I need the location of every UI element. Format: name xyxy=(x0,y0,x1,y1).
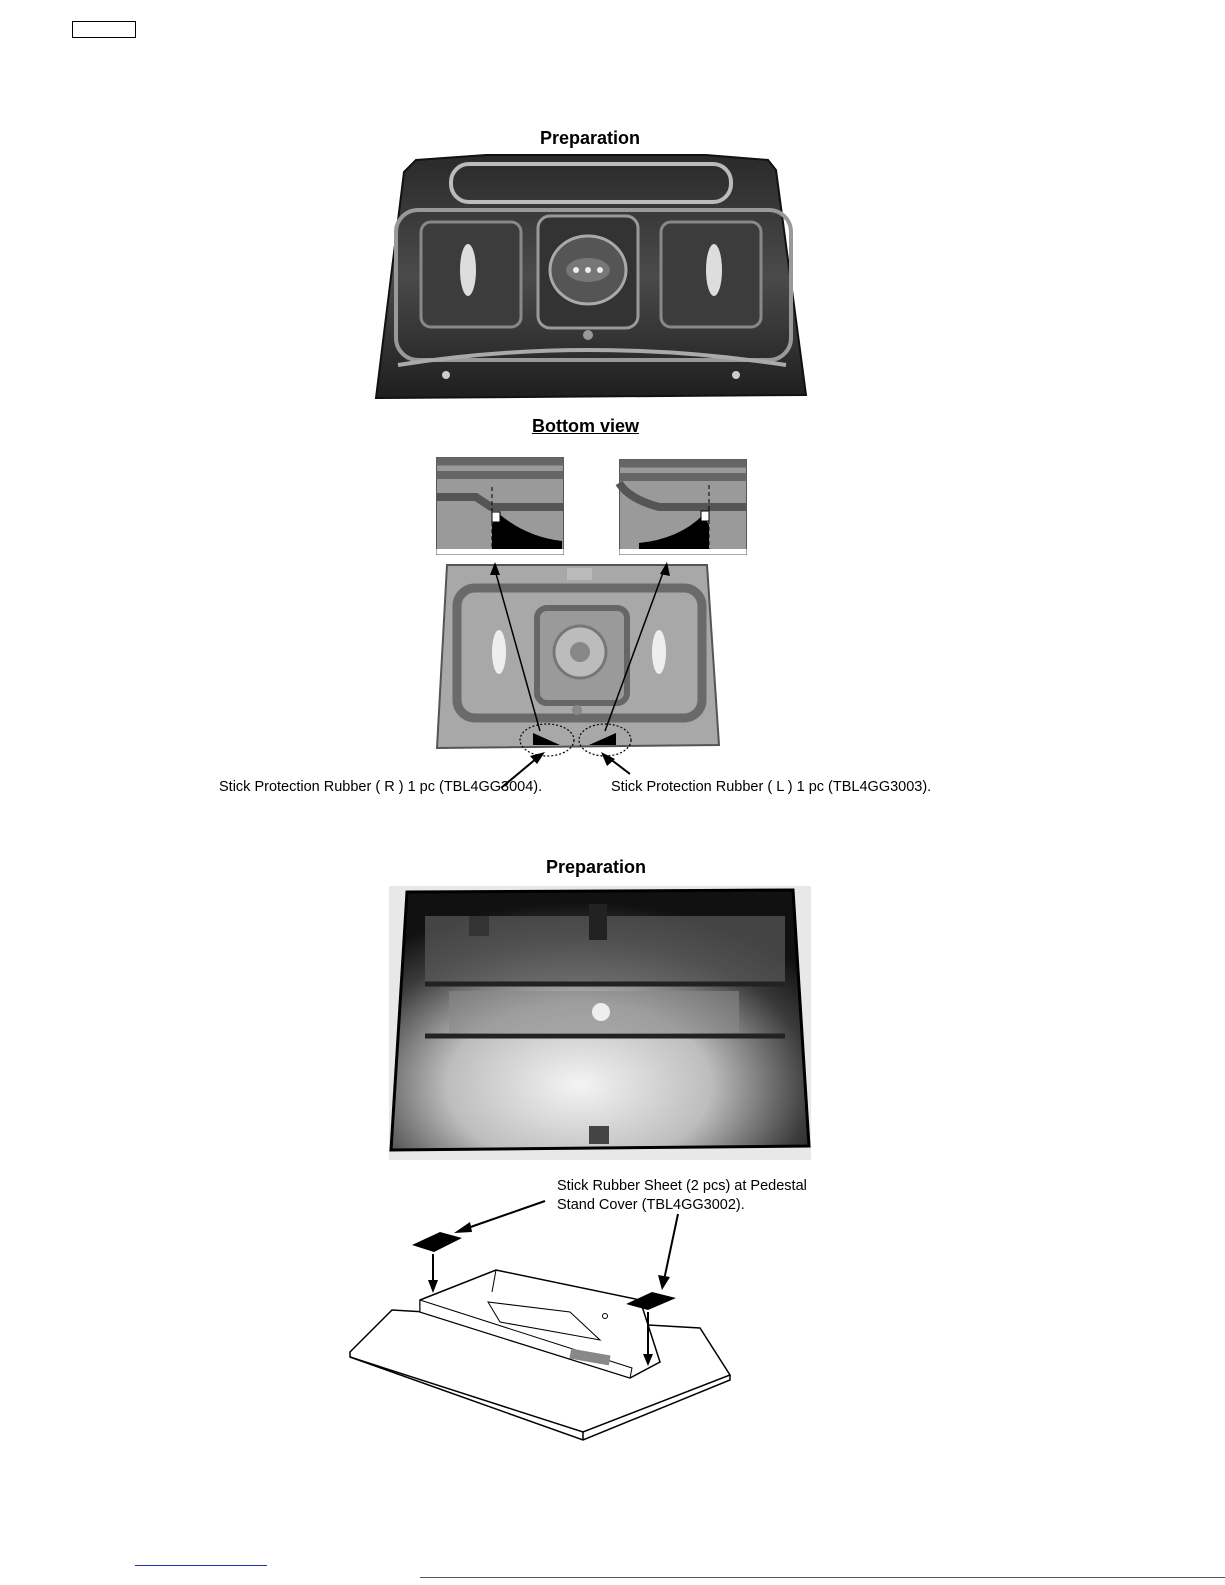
footer-link-rule xyxy=(135,1565,267,1566)
preparation-heading-2: Preparation xyxy=(546,857,647,877)
footer-rule xyxy=(420,1577,1225,1578)
rubber-r-caption: Stick Protection Rubber ( R ) 1 pc (TBL4GG3004). xyxy=(219,779,543,795)
preparation-heading-1: Preparation xyxy=(540,128,641,148)
rubber-l-caption: Stick Protection Rubber ( L ) 1 pc (TBL4GG3003). xyxy=(611,779,932,795)
rubber-sheet-caption-line1: Stick Rubber Sheet (2 pcs) at Pedestal xyxy=(557,1178,807,1194)
bottom-view-heading: Bottom view xyxy=(532,416,640,436)
rubber-sheet-caption-line2: Stand Cover (TBL4GG3002). xyxy=(557,1197,745,1213)
